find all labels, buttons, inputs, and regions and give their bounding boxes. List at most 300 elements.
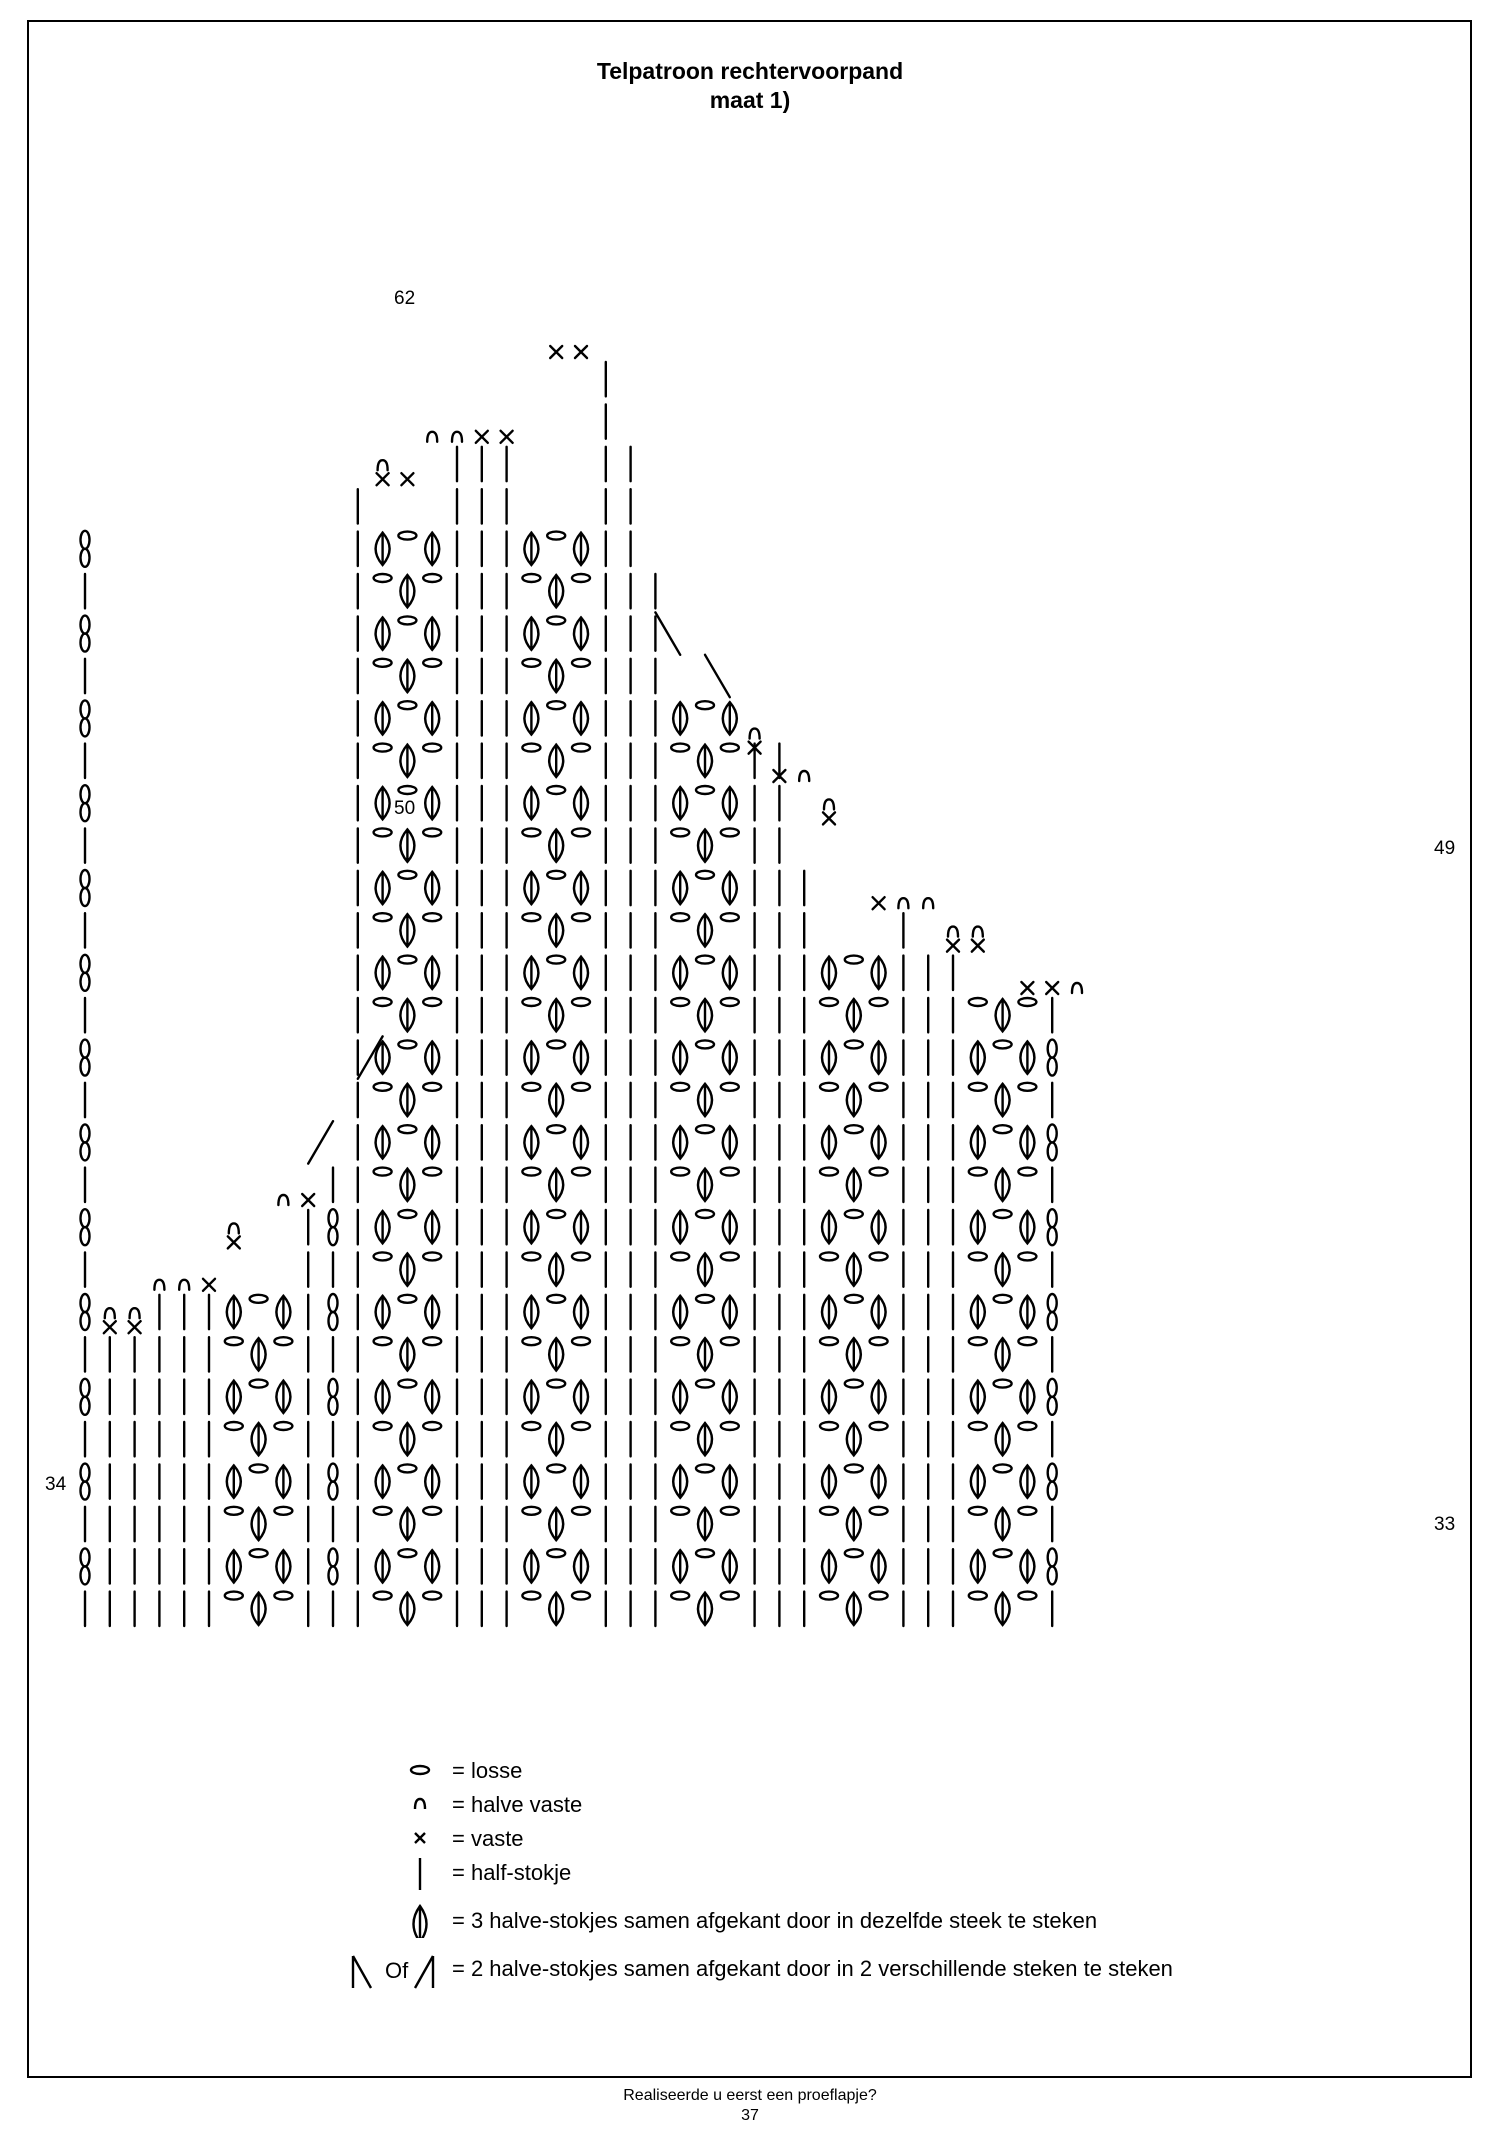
cluster-stitch (574, 787, 588, 819)
chain-stitch (721, 1507, 739, 1515)
chain-stitch (81, 1142, 90, 1160)
chain-stitch (398, 1380, 416, 1388)
chain-stitch (671, 1083, 689, 1091)
slip-stitch (452, 432, 462, 442)
cluster-icon (390, 1902, 460, 1938)
cluster-stitch (872, 1296, 886, 1328)
row-label-49: 49 (1434, 838, 1456, 859)
single-crochet-icon (390, 1820, 460, 1856)
chain-stitch (374, 1252, 392, 1260)
chain-stitch (547, 786, 565, 794)
chain-stitch (398, 1040, 416, 1048)
cluster-stitch (822, 1041, 836, 1073)
chain-stitch (522, 744, 540, 752)
cluster-stitch (698, 1338, 712, 1370)
chain-stitch (81, 1294, 90, 1312)
cluster-stitch (1020, 1211, 1034, 1243)
cluster-stitch (847, 1169, 861, 1201)
chain-stitch (225, 1337, 243, 1345)
chain-stitch (274, 1592, 292, 1600)
slip-stitch (1072, 983, 1082, 993)
chain-stitch (329, 1294, 338, 1312)
cluster-stitch (872, 1381, 886, 1413)
cluster-stitch (673, 1296, 687, 1328)
cluster-stitch (673, 1041, 687, 1073)
chain-stitch (671, 1592, 689, 1600)
chain-stitch (81, 1464, 90, 1482)
cluster-stitch (847, 1253, 861, 1285)
chain-stitch (572, 913, 590, 921)
chain-stitch (81, 616, 90, 634)
cluster-stitch (400, 829, 414, 861)
cluster-stitch (822, 1296, 836, 1328)
chain-stitch (572, 1083, 590, 1091)
chart-title: Telpatroon rechtervoorpand (596, 58, 904, 84)
chain-stitch (250, 1380, 268, 1388)
chain-stitch (423, 1422, 441, 1430)
cluster-stitch (847, 1338, 861, 1370)
chain-stitch (522, 913, 540, 921)
cluster-stitch (822, 1465, 836, 1497)
chain-stitch (329, 1548, 338, 1566)
chain-stitch (423, 574, 441, 582)
cluster-stitch (1020, 1296, 1034, 1328)
chain-stitch (969, 1592, 987, 1600)
chain-stitch (398, 616, 416, 624)
cluster-stitch (996, 1253, 1010, 1285)
slip-stitch (105, 1308, 115, 1318)
chain-stitch (696, 1210, 714, 1218)
chain-stitch (81, 1312, 90, 1330)
chain-stitch (250, 1549, 268, 1557)
cluster-stitch (822, 1381, 836, 1413)
chain-stitch (522, 1252, 540, 1260)
cluster-stitch (549, 575, 563, 607)
chain-stitch (671, 828, 689, 836)
chain-stitch (1018, 1337, 1036, 1345)
chain-stitch (329, 1312, 338, 1330)
cluster-stitch (1020, 1381, 1034, 1413)
legend-item-losse: = losse (390, 1752, 1390, 1788)
chain-stitch (81, 955, 90, 973)
chain-stitch (329, 1482, 338, 1500)
cluster-stitch (723, 872, 737, 904)
cluster-stitch (549, 1084, 563, 1116)
chain-stitch (329, 1566, 338, 1584)
cluster-stitch (549, 1169, 563, 1201)
cluster-stitch (252, 1508, 266, 1540)
chain-stitch (845, 1549, 863, 1557)
legend (385, 1752, 1390, 1992)
cluster-stitch (574, 1550, 588, 1582)
chain-stitch (374, 744, 392, 752)
chain-stitch (547, 956, 565, 964)
chain-stitch (81, 718, 90, 736)
cluster-stitch (400, 660, 414, 692)
chain-stitch (398, 1549, 416, 1557)
cluster-stitch (549, 1508, 563, 1540)
cluster-stitch (376, 1465, 390, 1497)
cluster-stitch (376, 872, 390, 904)
chain-stitch (81, 870, 90, 888)
chain-stitch (374, 998, 392, 1006)
cluster-stitch (574, 1211, 588, 1243)
chain-stitch (274, 1507, 292, 1515)
cluster-stitch (1020, 1126, 1034, 1158)
cluster-stitch (673, 957, 687, 989)
cluster-stitch (723, 702, 737, 734)
chain-stitch (969, 1422, 987, 1430)
chain-stitch (696, 1125, 714, 1133)
chain-stitch (671, 1252, 689, 1260)
chain-stitch (721, 744, 739, 752)
cluster-stitch (996, 1593, 1010, 1625)
footer-note: Realiseerde u eerst een proeflapje? (623, 2087, 877, 2104)
single-crochet-stitch (575, 346, 587, 358)
cluster-stitch (723, 1126, 737, 1158)
cluster-stitch (574, 1126, 588, 1158)
chain-stitch (1048, 1566, 1057, 1584)
chain-stitch (81, 1227, 90, 1245)
cluster-stitch (847, 1084, 861, 1116)
cluster-stitch (524, 533, 538, 565)
cluster-stitch (574, 533, 588, 565)
chain-stitch (994, 1380, 1012, 1388)
cluster-stitch (549, 1338, 563, 1370)
chain-stitch (969, 1252, 987, 1260)
cluster-stitch (971, 1550, 985, 1582)
chain-stitch (522, 659, 540, 667)
chain-stitch (820, 998, 838, 1006)
row-label-62: 62 (394, 288, 416, 309)
cluster-stitch (425, 787, 439, 819)
slip-stitch (824, 799, 834, 809)
chain-stitch (870, 1592, 888, 1600)
single-crochet-stitch (476, 431, 488, 443)
single-crochet-stitch (947, 940, 959, 952)
chain-stitch (1048, 1124, 1057, 1142)
chain-stitch (671, 913, 689, 921)
cluster-stitch (376, 1211, 390, 1243)
cluster-stitch (524, 787, 538, 819)
cluster-stitch (971, 1126, 985, 1158)
chain-stitch (522, 998, 540, 1006)
slip-stitch (229, 1223, 239, 1233)
chain-stitch (1018, 1507, 1036, 1515)
legend-item-halve-vaste: = halve vaste (390, 1786, 1390, 1822)
cluster-stitch (425, 533, 439, 565)
cluster-stitch (574, 1041, 588, 1073)
cluster-stitch (1020, 1550, 1034, 1582)
page-number: 37 (741, 2107, 759, 2124)
chain-stitch (696, 871, 714, 879)
chain-stitch (572, 998, 590, 1006)
cluster-stitch (227, 1296, 241, 1328)
cluster-stitch (971, 1041, 985, 1073)
slip-stitch (427, 432, 437, 442)
slip-stitch (130, 1308, 140, 1318)
chain-stitch (423, 1083, 441, 1091)
chain-stitch (423, 744, 441, 752)
chain-stitch (572, 1422, 590, 1430)
single-crochet-stitch (104, 1321, 116, 1333)
chain-stitch (329, 1209, 338, 1227)
slip-stitch (278, 1195, 288, 1205)
chain-stitch (1048, 1379, 1057, 1397)
chain-stitch (547, 1210, 565, 1218)
chain-stitch (547, 532, 565, 540)
cluster-stitch (376, 1550, 390, 1582)
chain-stitch (423, 1337, 441, 1345)
cluster-stitch (524, 1381, 538, 1413)
chain-stitch (969, 1337, 987, 1345)
cluster-stitch (822, 957, 836, 989)
chain-stitch (81, 1124, 90, 1142)
chain-stitch (329, 1227, 338, 1245)
chain-stitch (329, 1464, 338, 1482)
cluster-stitch (822, 1211, 836, 1243)
chain-stitch (423, 1252, 441, 1260)
chain-stitch (721, 1168, 739, 1176)
chain-stitch (522, 828, 540, 836)
cluster-stitch (549, 1423, 563, 1455)
slip-stitch (898, 898, 908, 908)
cluster-stitch (400, 914, 414, 946)
cluster-stitch (698, 1593, 712, 1625)
chain-stitch (522, 1422, 540, 1430)
slip-stitch (750, 729, 760, 739)
chain-stitch (696, 1549, 714, 1557)
cluster-stitch (673, 702, 687, 734)
chain-stitch (721, 998, 739, 1006)
chain-stitch (374, 1507, 392, 1515)
chain-stitch (81, 700, 90, 718)
cluster-stitch (996, 1084, 1010, 1116)
cluster-stitch (822, 1126, 836, 1158)
legend-item-half-stokje: = half-stokje (390, 1854, 1390, 1898)
chain-stitch (81, 1548, 90, 1566)
decrease-stitch (358, 1036, 383, 1078)
cluster-stitch (252, 1423, 266, 1455)
chain-stitch (870, 1083, 888, 1091)
cluster-stitch (574, 702, 588, 734)
cluster-stitch (524, 702, 538, 734)
chain-stitch (721, 913, 739, 921)
cluster-stitch (822, 1550, 836, 1582)
cluster-stitch (376, 957, 390, 989)
cluster-stitch (971, 1381, 985, 1413)
chain-stitch (81, 531, 90, 549)
chain-stitch (969, 1083, 987, 1091)
chain-stitch (969, 998, 987, 1006)
slip-stitch (973, 927, 983, 937)
single-crochet-stitch (873, 897, 885, 909)
cluster-stitch (376, 787, 390, 819)
cluster-stitch (673, 872, 687, 904)
cluster-stitch (400, 1253, 414, 1285)
cluster-stitch (524, 1211, 538, 1243)
chain-stitch (969, 1507, 987, 1515)
chain-stitch (329, 1379, 338, 1397)
cluster-stitch (574, 617, 588, 649)
chain-stitch (547, 871, 565, 879)
chain-stitch (1018, 1083, 1036, 1091)
cluster-stitch (723, 787, 737, 819)
cluster-stitch (400, 1508, 414, 1540)
single-crochet-stitch (377, 473, 389, 485)
chain-stitch (572, 574, 590, 582)
chain-stitch (398, 871, 416, 879)
chain-stitch (696, 701, 714, 709)
cluster-stitch (549, 829, 563, 861)
cluster-stitch (872, 1126, 886, 1158)
cluster-stitch (276, 1381, 290, 1413)
cluster-stitch (425, 1381, 439, 1413)
row-label-34: 34 (45, 1474, 67, 1495)
chain-stitch (572, 1252, 590, 1260)
chain-stitch (81, 549, 90, 567)
chain-stitch (994, 1210, 1012, 1218)
cluster-stitch (698, 914, 712, 946)
cluster-stitch (698, 745, 712, 777)
chain-stitch (547, 1040, 565, 1048)
chain-stitch (225, 1507, 243, 1515)
cluster-stitch (996, 1338, 1010, 1370)
single-crochet-stitch (550, 346, 562, 358)
chain-stitch (671, 1337, 689, 1345)
chain-stitch (398, 956, 416, 964)
chain-stitch (423, 1168, 441, 1176)
chain-stitch (1048, 1058, 1057, 1076)
cluster-stitch (996, 1508, 1010, 1540)
cluster-stitch (524, 872, 538, 904)
cluster-stitch (872, 1211, 886, 1243)
chain-stitch (423, 998, 441, 1006)
slip-stitch (799, 771, 809, 781)
chain-stitch (81, 785, 90, 803)
cluster-stitch (698, 999, 712, 1031)
cluster-stitch (847, 1593, 861, 1625)
cluster-stitch (376, 1381, 390, 1413)
chain-stitch (423, 1592, 441, 1600)
cluster-stitch (549, 914, 563, 946)
chain-stitch (81, 1566, 90, 1584)
cluster-stitch (400, 1423, 414, 1455)
cluster-stitch (872, 957, 886, 989)
cluster-stitch (574, 1381, 588, 1413)
chain-stitch (671, 1507, 689, 1515)
single-crochet-stitch (401, 473, 413, 485)
cluster-stitch (698, 1253, 712, 1285)
single-crochet-stitch (129, 1321, 141, 1333)
chain-stitch (721, 1252, 739, 1260)
cluster-stitch (425, 1126, 439, 1158)
cluster-stitch (524, 617, 538, 649)
chain-stitch (1048, 1227, 1057, 1245)
chain-stitch (820, 1337, 838, 1345)
cluster-stitch (549, 1253, 563, 1285)
cluster-stitch (524, 1296, 538, 1328)
chain-stitch (547, 616, 565, 624)
chain-stitch (81, 888, 90, 906)
chart-subtitle: maat 1) (709, 87, 791, 113)
cluster-stitch (574, 1296, 588, 1328)
chain-stitch (870, 1422, 888, 1430)
chain-stitch (721, 1337, 739, 1345)
chain-stitch (81, 1397, 90, 1415)
chain-stitch (81, 803, 90, 821)
chain-stitch (572, 828, 590, 836)
chain-stitch (572, 1168, 590, 1176)
single-crochet-stitch (501, 431, 513, 443)
cluster-stitch (400, 1338, 414, 1370)
chain-stitch (547, 701, 565, 709)
chain-stitch (969, 1168, 987, 1176)
chain-stitch (721, 1083, 739, 1091)
chain-stitch (696, 956, 714, 964)
cluster-stitch (425, 1296, 439, 1328)
chain-stitch (572, 1507, 590, 1515)
chain-stitch (845, 1125, 863, 1133)
cluster-stitch (1020, 1465, 1034, 1497)
chain-stitch (1048, 1040, 1057, 1058)
chain-stitch (845, 1040, 863, 1048)
chain-stitch (1048, 1209, 1057, 1227)
chain-stitch (547, 1295, 565, 1303)
chain-stitch (1018, 1252, 1036, 1260)
cluster-stitch (524, 957, 538, 989)
chain-stitch (250, 1295, 268, 1303)
chain-stitch (374, 1337, 392, 1345)
chain-stitch (398, 786, 416, 794)
chain-stitch (1048, 1294, 1057, 1312)
chain-stitch (329, 1397, 338, 1415)
chain-icon (390, 1752, 460, 1788)
chain-stitch (994, 1125, 1012, 1133)
cluster-stitch (425, 872, 439, 904)
chain-stitch (374, 1592, 392, 1600)
chain-stitch (1048, 1482, 1057, 1500)
chain-stitch (274, 1337, 292, 1345)
cluster-stitch (376, 702, 390, 734)
single-crochet-stitch (1046, 982, 1058, 994)
chain-stitch (572, 659, 590, 667)
cluster-stitch (723, 1465, 737, 1497)
cluster-stitch (847, 1423, 861, 1455)
single-crochet-stitch (1021, 982, 1033, 994)
cluster-stitch (376, 533, 390, 565)
slip-stitch (923, 898, 933, 908)
cluster-stitch (574, 1465, 588, 1497)
cluster-stitch (698, 1169, 712, 1201)
chain-stitch (671, 998, 689, 1006)
chain-stitch (398, 1295, 416, 1303)
cluster-stitch (425, 702, 439, 734)
chain-stitch (721, 1422, 739, 1430)
chain-stitch (870, 1168, 888, 1176)
chain-stitch (522, 1337, 540, 1345)
cluster-stitch (673, 1126, 687, 1158)
cluster-stitch (996, 999, 1010, 1031)
chain-stitch (1018, 1592, 1036, 1600)
decrease-stitch (705, 655, 730, 697)
cluster-stitch (723, 1211, 737, 1243)
cluster-stitch (1020, 1041, 1034, 1073)
cluster-stitch (425, 957, 439, 989)
chain-stitch (1018, 1168, 1036, 1176)
cluster-stitch (723, 1550, 737, 1582)
chain-stitch (547, 1549, 565, 1557)
